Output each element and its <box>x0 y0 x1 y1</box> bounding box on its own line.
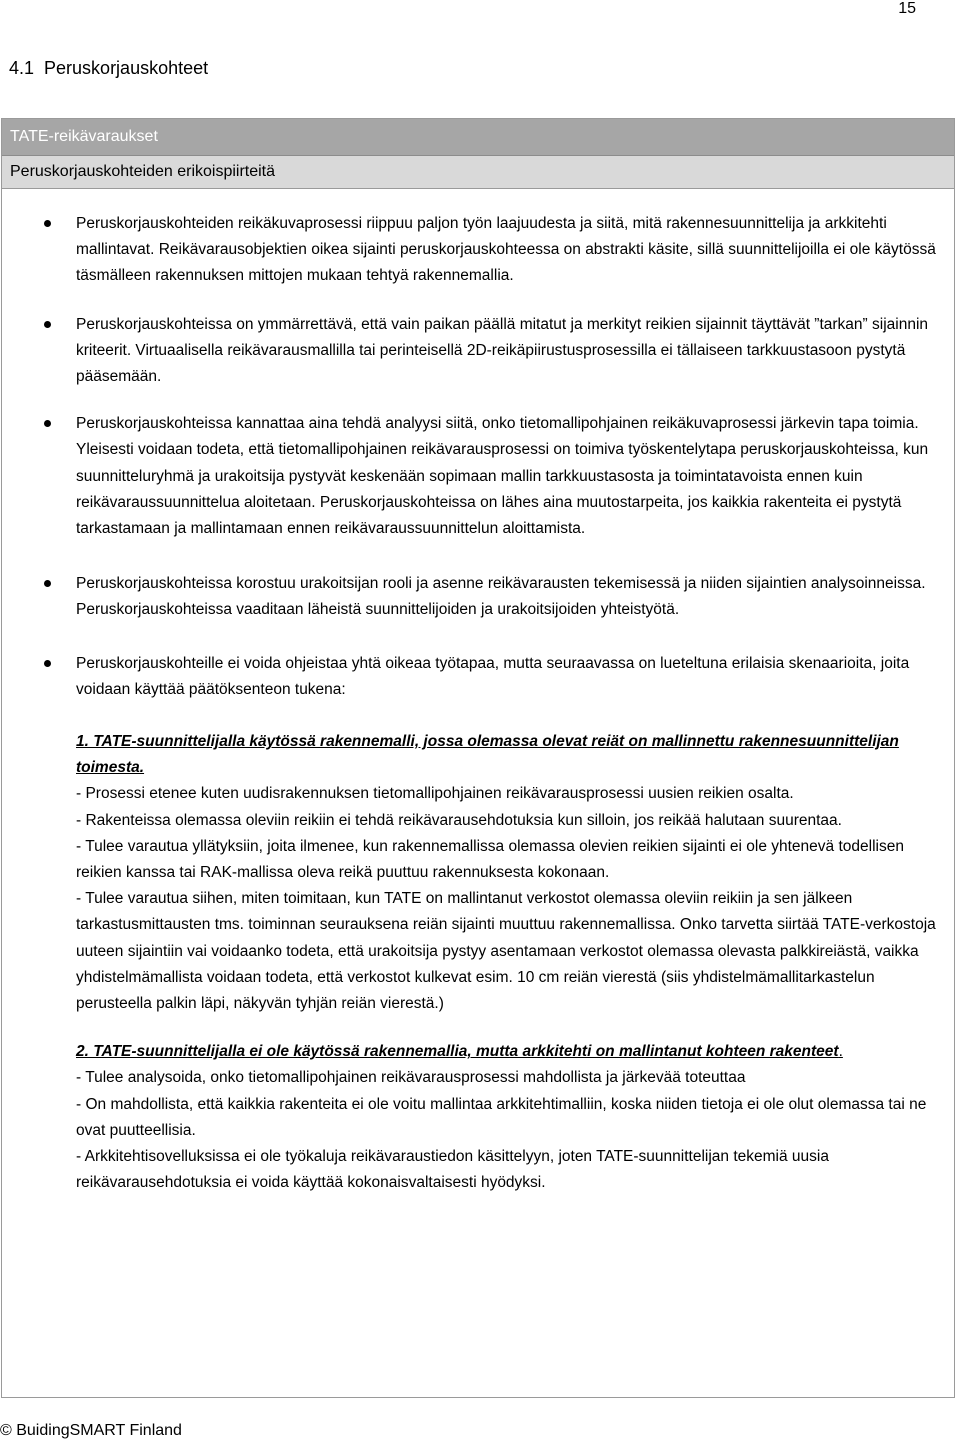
box-content <box>2 211 954 1197</box>
scenario-2-item: - Arkkitehtisovelluksissa ei ole työkaluja reikävaraustiedon käsittelyyn, joten TATE-suunnittelijan tekemiä uusia reikävarausehdotuksia ei voida käyttää kokonaisvaltaisesti hyödyksi. <box>76 1148 829 1192</box>
box-subtitle: Peruskorjauskohteiden erikoispiirteitä <box>2 156 954 189</box>
bullet-icon <box>44 220 51 227</box>
list-item <box>2 312 938 391</box>
list-item <box>2 411 938 542</box>
section-heading <box>9 58 208 79</box>
scenario-2-title-text: 2. TATE-suunnittelijalla ei ole käytössä rakennemallia, mutta arkkitehti on mallintanut kohteen rakenteet <box>76 1043 839 1061</box>
scenario-1-item: - Prosessi etenee kuten uudisrakennuksen tietomallipohjainen reikävarausprosessi uusien reikien osalta. <box>76 785 794 803</box>
box-title: TATE-reikävaraukset <box>2 119 954 156</box>
bullet-text: Peruskorjauskohteissa on ymmärrettävä, että vain paikan päällä mitatut ja merkityt reikien sijainnit täyttävät ”tarkan” sijainnin kriteerit. Virtuaalisella reikävarausmallilla tai perinteisellä 2D-reikäpiirustusprosessilla ei tällaiseen tarkkuustasoon pystytä pääsemään. <box>76 315 929 386</box>
section-number: 4.1 <box>9 58 35 78</box>
bullet-text: Peruskorjauskohteiden reikäkuvaprosessi riippuu paljon työn laajuudesta ja siitä, mitä rakennesuunnittelija ja arkkitehti mallintavat. Reikävarausobjektien oikea sijainti peruskorjauskohteessa on abstrakti käsite, sillä suunnittelijoilla ei ole käytössä täsmälleen rakennuksen mittojen mukaan tehtyä rakennemallia. <box>76 215 936 285</box>
bullet-text: Peruskorjauskohteissa korostuu urakoitsijan rooli ja asenne reikävarausten tekemisessä ja niiden sijaintien analysoinneissa. Peruskorjauskohteissa vaaditaan läheistä suunnittelijoiden ja urakoitsijoiden yhteistyötä. <box>76 575 926 619</box>
bullet-text: Peruskorjauskohteissa kannattaa aina tehdä analyysi siitä, onko tietomallipohjainen reikäkuvaprosessi järkevin tapa toimia. Yleisesti voidaan todeta, että tietomallipohjainen reikävarausprosessi on toimiva työskentelytapa peruskorjauskohteissa, kun suunnitteluryhmä ja urakoitsija pystyvät keskenään sopimaan mallin tarkkuustasosta ja toimintatavoista ennen kuin reikävaraussuunnittelua aloitetaan. Peruskorjauskohteissa on lähes aina muutostarpeita, jos kaikkia rakenteita ei pystytä tarkastamaan ja mallintamaan ennen reikävaraussuunnittelun aloittamista. <box>76 415 929 538</box>
bullet-icon <box>44 420 51 427</box>
bullet-text: Peruskorjauskohteille ei voida ohjeistaa yhtä oikeaa työtapaa, mutta seuraavassa on lueteltuna erilaisia skenaarioita, joita voidaan käyttää päätöksenteon tukena: <box>76 654 910 698</box>
section-title: Peruskorjauskohteet <box>44 58 209 78</box>
list-item <box>2 211 938 290</box>
page-number: 15 <box>898 0 916 17</box>
list-item <box>2 571 938 623</box>
scenario-2-title-end: . <box>838 1043 843 1061</box>
scenario-2-title <box>76 1039 938 1065</box>
bullet-icon <box>44 321 51 328</box>
bullet-list <box>2 211 938 1197</box>
info-box <box>1 118 955 1398</box>
scenario-1-item: - Tulee varautua siihen, miten toimitaan, kun TATE on mallintanut verkostot olemassa oleviin reikiin ja sen jälkeen tarkastusmittausten tms. toiminnan seurauksena reiän sijainti muuttuu rakennemallissa. Onko tarvetta siirtää TATE-verkostoja uuteen sijaintiin vai voidaanko todeta, että urakoitsija pystyy asentamaan verkostot olemassa olevasta palkkireiästä, vaikka yhdistelmämallista voidaan todeta, että verkostot kulkevat esim. 10 cm reiän vierestä (siis yhdistelmämallitarkastelun perusteella palkin läpi, näkyvän tyhjän reiän vierestä.) <box>76 890 936 1013</box>
bullet-icon <box>44 580 51 587</box>
scenario-2-item: - On mahdollista, että kaikkia rakenteita ei ole voitu mallintaa arkkitehtimalliin, koska niiden tietoja ei ole olut olemassa tai ne ovat puutteellisia. <box>76 1095 927 1139</box>
scenario-2-item: - Tulee analysoida, onko tietomallipohjainen reikävarausprosessi mahdollista ja järkevää toteuttaa <box>76 1069 746 1087</box>
scenario-1-item: - Tulee varautua yllätyksiin, joita ilmenee, kun rakennemallissa olemassa olevien reikien sijainti ei ole yhtenevä todellisen reikien kanssa tai RAK-mallissa oleva reikä puuttuu rakennuksesta kokonaan. <box>76 837 904 882</box>
list-item <box>2 651 938 1197</box>
scenario-1-title: 1. TATE-suunnittelijalla käytössä rakennemalli, jossa olemassa olevat reiät on mallinnettu rakennesuunnittelijan toimesta. <box>76 733 899 777</box>
scenario-1-item: - Rakenteissa olemassa oleviin reikiin ei tehdä reikävarausehdotuksia kun silloin, jos reikää halutaan suurentaa. <box>76 811 842 829</box>
footer-copyright: © BuidingSMART Finland <box>0 1422 182 1439</box>
bullet-icon <box>44 660 51 667</box>
